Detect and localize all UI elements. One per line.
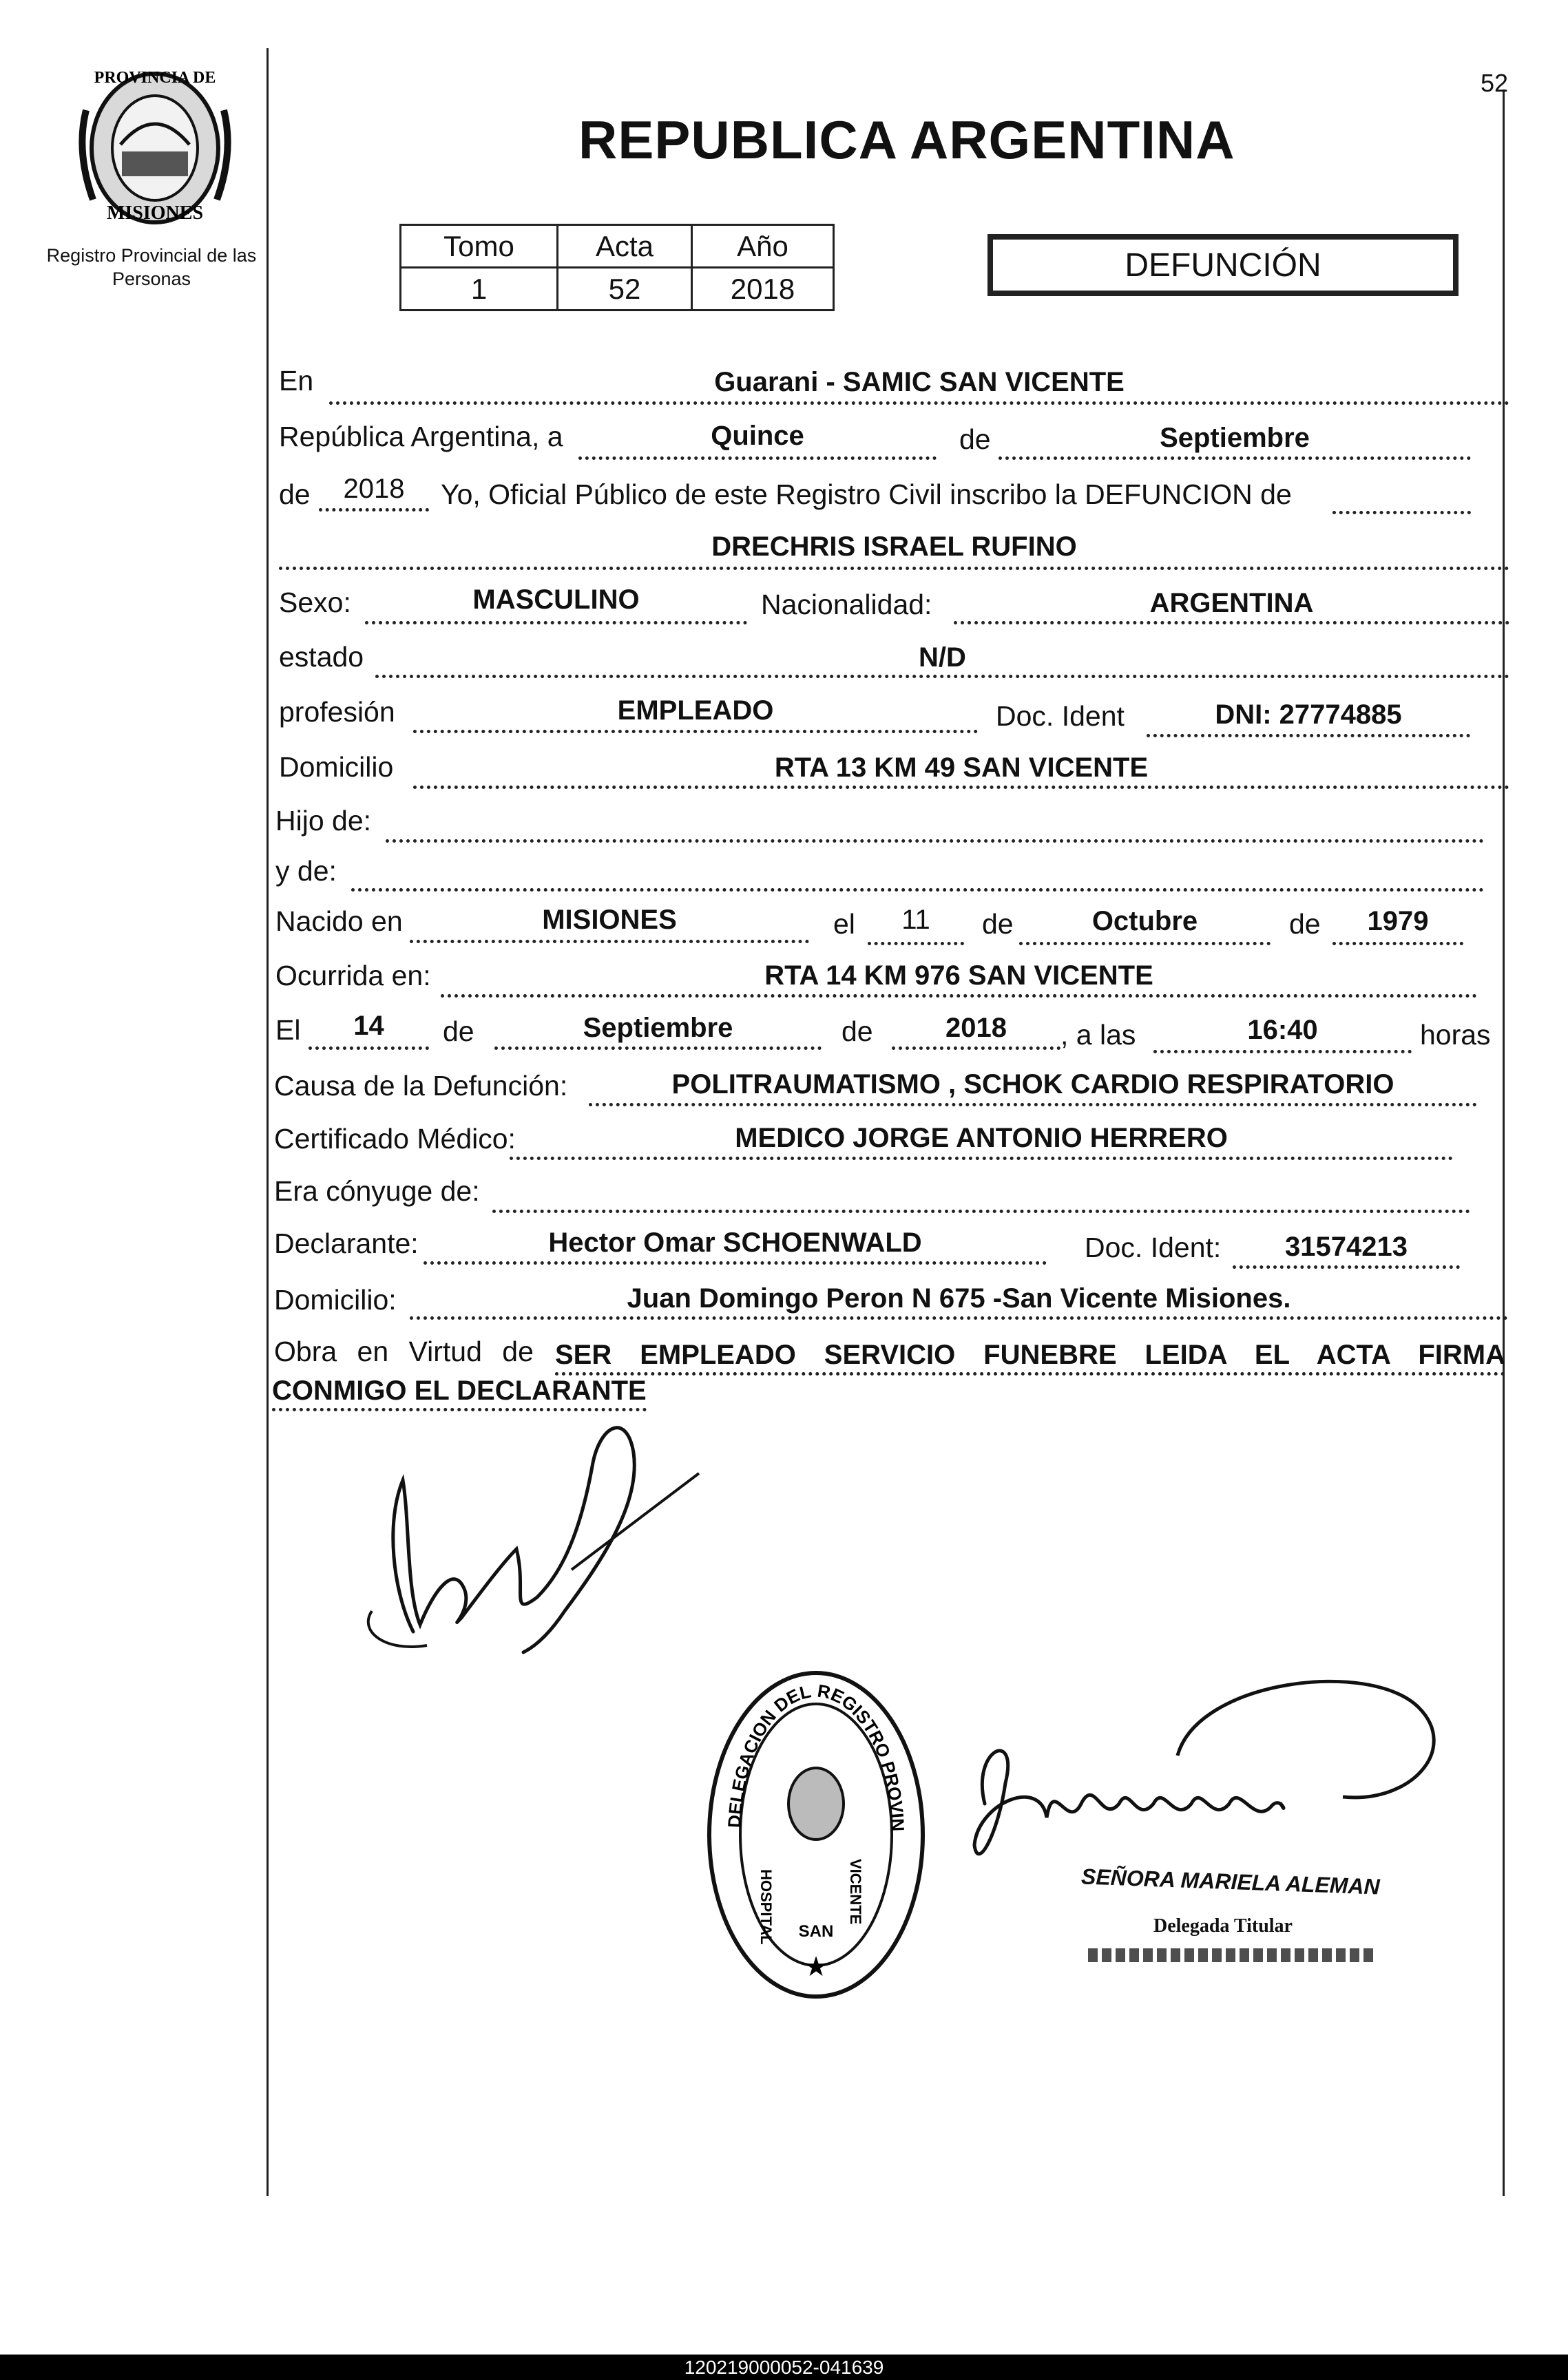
record-value-anio: 2018 — [692, 268, 834, 310]
hijo-label: Hijo de: — [275, 805, 372, 836]
sexo-label: Sexo: — [279, 587, 351, 618]
document-type-box — [987, 234, 1459, 296]
record-value-acta: 52 — [558, 268, 692, 310]
official-stamp-scribble — [1088, 1948, 1377, 1962]
crest-icon — [72, 62, 238, 227]
republica-label: República Argentina, a — [279, 421, 563, 452]
record-value-tomo: 1 — [401, 268, 558, 310]
yde-label: y de: — [275, 855, 337, 887]
footer-barcode-bar — [0, 2355, 1568, 2380]
record-header-acta: Acta — [558, 225, 692, 268]
provincial-crest-logo — [72, 62, 238, 227]
left-margin-rule — [266, 48, 269, 2196]
declarant-signature-drawing — [344, 1384, 716, 1673]
death-year-value: 2018 — [945, 1013, 1007, 1043]
domicilio-line — [413, 786, 1509, 789]
nacionalidad-value: ARGENTINA — [1149, 588, 1314, 618]
death-time-line — [1153, 1050, 1412, 1053]
doc-ident-line — [1147, 734, 1470, 737]
year-value: 2018 — [343, 474, 405, 504]
declarante-line — [424, 1261, 1047, 1265]
birth-year-value: 1979 — [1367, 906, 1429, 936]
obra-label: Obra en Virtud de — [274, 1336, 534, 1367]
oficial-text: Yo, Oficial Público de este Registro Civil inscribo la DEFUNCION de — [441, 478, 1292, 510]
obra-value-line1: SER EMPLEADO SERVICIO FUNEBRE LEIDA EL ACTA FIRMA — [555, 1340, 1505, 1376]
alas-label: , a las — [1060, 1019, 1136, 1051]
right-margin-rule — [1503, 89, 1505, 2196]
death-month-line — [494, 1046, 822, 1050]
official-name: SEÑORA MARIELA ALEMAN — [1080, 1864, 1381, 1899]
estado-line — [375, 675, 1509, 678]
doc-ident2-label: Doc. Ident: — [1085, 1232, 1222, 1263]
oficial-tail-line — [1332, 511, 1471, 514]
doc-ident2-line — [1233, 1265, 1460, 1269]
ocurrida-value: RTA 14 KM 976 SAN VICENTE — [764, 960, 1153, 991]
birth-el-label: el — [833, 908, 855, 940]
doc-ident-label: Doc. Ident — [996, 700, 1125, 732]
hijo-line — [386, 839, 1484, 843]
declarante-value: Hector Omar SCHOENWALD — [548, 1228, 922, 1258]
birth-year-line — [1332, 942, 1463, 945]
doc-ident2-value: 31574213 — [1285, 1232, 1408, 1262]
nacionalidad-line — [954, 621, 1509, 624]
official-signature-drawing — [957, 1666, 1501, 1900]
conyuge-label: Era cónyuge de: — [274, 1175, 480, 1207]
death-time-value: 16:40 — [1247, 1015, 1318, 1045]
certificado-line — [510, 1157, 1453, 1160]
domicilio-label: Domicilio — [279, 751, 394, 783]
barcode-number: 120219000052-041639 — [684, 2356, 884, 2378]
domicilio2-value: Juan Domingo Peron N 675 -San Vicente Misiones. — [627, 1283, 1291, 1314]
nacionalidad-label: Nacionalidad: — [761, 589, 932, 620]
causa-line — [589, 1103, 1477, 1106]
yde-line — [351, 888, 1484, 892]
stamp-inner-bottom: SAN — [798, 1922, 834, 1941]
conyuge-line — [492, 1210, 1470, 1213]
document-type: DEFUNCIÓN — [1125, 246, 1321, 284]
birth-month-line — [1019, 942, 1271, 945]
causa-label: Causa de la Defunción: — [274, 1070, 568, 1102]
day-words-value: Quince — [711, 421, 804, 451]
profesion-line — [413, 730, 978, 733]
nacido-place-value: MISIONES — [542, 905, 677, 935]
horas-label: horas — [1420, 1019, 1491, 1051]
death-month-value: Septiembre — [583, 1013, 733, 1043]
month-line — [999, 456, 1471, 460]
ocurrida-label: Ocurrida en: — [275, 960, 431, 991]
domicilio-value: RTA 13 KM 49 SAN VICENTE — [774, 752, 1149, 783]
page-number: 52 — [1481, 69, 1509, 97]
deceased-name-value: DRECHRIS ISRAEL RUFINO — [711, 531, 1077, 562]
domicilio2-line — [410, 1316, 1508, 1320]
nacido-label: Nacido en — [275, 905, 403, 937]
domicilio2-label: Domicilio: — [274, 1284, 397, 1316]
en-field-line — [329, 401, 1509, 405]
death-el-label: El — [275, 1014, 301, 1046]
year-line — [319, 508, 429, 512]
month-value: Septiembre — [1160, 423, 1310, 453]
estado-label: estado — [279, 641, 364, 673]
declarante-label: Declarante: — [274, 1228, 419, 1259]
stamp-seal — [702, 1663, 930, 2007]
declarant-signature — [344, 1384, 716, 1673]
birth-year-de-label: de — [1289, 908, 1321, 940]
deceased-name-line — [279, 567, 1509, 570]
year-de-label: de — [279, 478, 311, 510]
birth-day-line — [868, 942, 964, 945]
crest-text-top: PROVINCIA DE — [94, 69, 216, 87]
day-words-line — [578, 456, 937, 460]
profesion-label: profesión — [279, 696, 395, 728]
birth-month-value: Octubre — [1091, 906, 1198, 936]
certificado-value: MEDICO JORGE ANTONIO HERRERO — [735, 1123, 1228, 1153]
ocurrida-line — [441, 994, 1477, 998]
crest-text-bottom: MISIONES — [106, 202, 204, 224]
record-table — [399, 224, 835, 311]
death-year-line — [892, 1046, 1060, 1050]
birth-day-value: 11 — [901, 905, 930, 935]
month-de-label: de — [959, 423, 991, 455]
nacido-place-line — [410, 940, 809, 943]
registry-name: Registro Provincial de las Personas — [46, 245, 257, 289]
death-day-value: 14 — [353, 1011, 384, 1041]
death-month-de-label: de — [443, 1015, 474, 1047]
certificado-label: Certificado Médico: — [274, 1123, 516, 1155]
official-signature — [957, 1666, 1501, 1900]
official-stamp — [702, 1663, 930, 2007]
sexo-line — [365, 621, 747, 624]
star-icon: ★ — [804, 1952, 828, 1982]
birth-month-de-label: de — [982, 908, 1014, 940]
sexo-value: MASCULINO — [472, 585, 640, 615]
profesion-value: EMPLEADO — [617, 695, 774, 726]
obra-value-line2: CONMIGO EL DECLARANTE — [272, 1376, 647, 1411]
en-value: Guarani - SAMIC SAN VICENTE — [714, 367, 1125, 397]
record-table-value-row — [401, 268, 834, 310]
death-day-line — [309, 1046, 429, 1050]
page-title: REPUBLICA ARGENTINA — [578, 109, 1235, 170]
record-header-tomo: Tomo — [401, 225, 558, 268]
estado-value: N/D — [919, 642, 966, 673]
record-table-header-row — [401, 225, 834, 268]
death-year-de-label: de — [842, 1015, 873, 1047]
stamp-outer-text: DELEGACION DEL REGISTRO PROVIN — [724, 1680, 909, 1832]
stamp-inner-left: HOSPITAL — [757, 1869, 775, 1945]
official-role: Delegada Titular — [1153, 1915, 1293, 1937]
stamp-inner-right: VICENTE — [847, 1859, 864, 1925]
record-header-anio: Año — [692, 225, 834, 268]
doc-ident-value: DNI: 27774885 — [1215, 699, 1402, 730]
en-label: En — [279, 365, 314, 397]
causa-value: POLITRAUMATISMO , SCHOK CARDIO RESPIRATORIO — [671, 1069, 1394, 1099]
